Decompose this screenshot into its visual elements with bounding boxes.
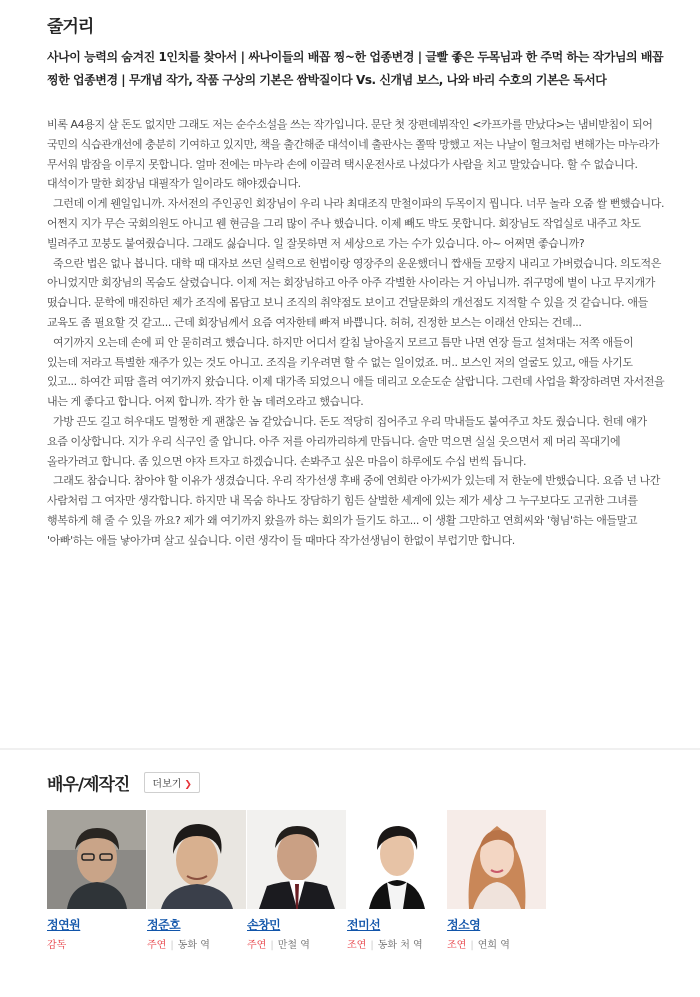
- section-divider: [0, 748, 700, 750]
- synopsis-paragraph: 비록 A4용지 살 돈도 없지만 그래도 저는 순수소설을 쓰는 작가입니다. 문단 첫 장편데뷔작인 <카프카를 만났다>는 냄비받침이 되어 국민의 식습관개선에 충분히 기여하고 있지만, 책을 출간해준 대석이네 출판사는 쫄딱 망했고 저는 나날이 헐크처럼 변해가는 마누라가 무서워 밤잠을 이루지 못합니다. 얼마 전에는 마누라 손에 이끌려 택시운전사로 나섰다가 사람을 치고 말았습니다. 할 수 없습니다. 대석이가 말한 회장님 대필작가 일이라도 해야겠습니다.: [47, 118, 659, 191]
- synopsis-title: 줄거리: [47, 17, 94, 37]
- synopsis-paragraph: 그래도 참습니다. 참아야 할 이유가 생겼습니다. 우리 작가선생 후배 중에 연희란 아가씨가 있는데 저 한눈에 반했습니다. 요즘 넌 나간 사람처럼 그 여자만 생각합니다. 하지만 내 목숨 하나도 장담하기 힘든 살벌한 세계에 있는 제가 세상 그 누구보다도 고귀한 그녀를 행복하게 해 줄 수 있을 까요? 제가 왜 여기까지 왔을까 하는 회의가 들기도 하고... 이 생활 그만하고 연희씨와 '형님'하는 애들말고 '아빠'하는 애들 낳아가며 살고 싶습니다. 이런 생각이 들 때마다 작가선생님이 한없이 부럽기만 합니다.: [47, 474, 661, 547]
- cast-photo[interactable]: [447, 810, 546, 909]
- cast-header: [47, 770, 200, 795]
- cast-name[interactable]: 정준호: [147, 918, 181, 932]
- cast-photo[interactable]: [347, 810, 446, 909]
- synopsis-headline: 사나이 능력의 숨겨진 1인치를 찾아서 | 싸나이들의 배꼽 찡~한 업종변경 | 글빨 좋은 두목님과 한 주먹 하는 작가님의 배꼽 찡한 업종변경 | 무개념 작가, 작품 구상의 기본은 쌈박질이다 Vs. 신개념 보스, 나와 바리 수호의 기본은 독서다: [47, 50, 664, 87]
- more-button-label: 더보기: [152, 779, 182, 790]
- chevron-right-icon: ❯: [184, 780, 192, 790]
- cast-photo[interactable]: [47, 810, 146, 909]
- cast-name[interactable]: 전미선: [347, 918, 381, 932]
- cast-card[interactable]: [147, 810, 247, 951]
- cast-name[interactable]: 정소영: [447, 918, 481, 932]
- synopsis-paragraph: 그런데 이게 웬일입니까. 자서전의 주인공인 회장님이 우리 나라 최대조직 만철이파의 두목이지 뭡니다. 너무 놀라 오줌 쌀 뻔했습니다. 어쩐지 지가 무슨 국회의원도 아니고 웬 현금을 그리 많이 주나 했습니다. 이제 빼도 박도 못합니다. 회장님도 작업실로 내주고 차도 빌려주고 꼬붕도 붙여줬습니다. 그래도 싫습니다. 일 잘못하면 저 세상으로 가는 수가 있습니다. 아~ 어쩌면 좋습니까?: [47, 197, 665, 250]
- cast-role-type: 조연: [447, 940, 467, 951]
- cast-card[interactable]: [447, 810, 547, 951]
- cast-role: [447, 936, 547, 951]
- cast-name[interactable]: 정연원: [47, 918, 81, 932]
- cast-card[interactable]: [247, 810, 347, 951]
- cast-role-type: 조연: [347, 940, 367, 951]
- cast-character: 동화 처 역: [377, 940, 423, 951]
- more-button[interactable]: [144, 772, 200, 793]
- cast-title: 배우/제작진: [47, 775, 130, 795]
- cast-character: 만철 역: [277, 940, 310, 951]
- synopsis-body: [47, 115, 665, 551]
- role-separator: |: [370, 940, 374, 951]
- cast-role: [247, 936, 347, 951]
- role-separator: |: [170, 940, 174, 951]
- synopsis-paragraph: 죽으란 법은 없나 봅니다. 대학 때 대자보 쓰던 실력으로 헌법이랑 영장주의 운운했더니 짭새들 꼬랑지 내리고 가버렸습니다. 의도적은 아니었지만 회장님의 목숨도 살렸습니다. 이제 저는 회장님하고 아주 아주 각별한 사이라는 거 아닙니까. 쥐구멍에 볕이 나고 무지개가 떴습니다. 문학에 매진하던 제가 조직에 몸담고 보니 조직의 취약점도 보이고 건달문화의 개선점도 지적할 수 있을 것 같습니다. 애들 교육도 좀 필요할 것 같고... 근데 회장님께서 요즘 여자한테 빠져 바쁩니다. 허허, 진정한 보스는 이래선 안되는 건데...: [47, 256, 661, 329]
- cast-name[interactable]: 손창민: [247, 918, 281, 932]
- role-separator: |: [270, 940, 274, 951]
- cast-role-type: 감독: [47, 940, 67, 951]
- role-separator: |: [470, 940, 474, 951]
- cast-role: [147, 936, 247, 951]
- synopsis-paragraph: 가방 끈도 길고 허우대도 멀쩡한 게 괜찮은 놈 같았습니다. 돈도 적당히 집어주고 우리 막내들도 붙여주고 차도 줬습니다. 헌데 얘가 요즘 이상합니다. 지가 우리 식구인 줄 압니다. 아주 저를 아리까리하게 만듭니다. 술만 먹으면 실실 웃으면서 제 머리 꼭대기에 올라가려고 합니다. 좀 있으면 야자 트자고 하겠습니다. 손봐주고 싶은 마음이 하루에도 수십 번씩 듭니다.: [47, 414, 647, 468]
- cast-role-type: 주연: [147, 940, 167, 951]
- cast-role-type: 주연: [247, 940, 267, 951]
- cast-photo[interactable]: [147, 810, 246, 909]
- cast-card[interactable]: [47, 810, 147, 951]
- cast-role: [347, 936, 447, 951]
- cast-character: 연희 역: [477, 940, 510, 951]
- cast-photo[interactable]: [247, 810, 346, 909]
- cast-card[interactable]: [347, 810, 447, 951]
- cast-character: 동화 역: [177, 940, 210, 951]
- cast-role: [47, 936, 147, 951]
- synopsis-paragraph: 여기까지 오는데 손에 피 안 묻히려고 했습니다. 하지만 어디서 칼침 날아올지 모르고 틈만 나면 연장 들고 설쳐대는 저쪽 애들이 있는데 저라고 특별한 재주가 있는 것도 아니고. 조직을 키우려면 할 수 없는 일이었죠. 머.. 보스인 저의 얼굴도 있고, 애들 사기도 있고... 하여간 피땀 흘려 여기까지 왔습니다. 이제 대가족 되었으니 애들 데리고 오순도순 살랍니다. 그런데 사업을 확장하려면 자서전을 내는 게 좋다고 합니다. 어찌 합니까. 작가 한 놈 데려오라고 했습니다.: [47, 335, 665, 409]
